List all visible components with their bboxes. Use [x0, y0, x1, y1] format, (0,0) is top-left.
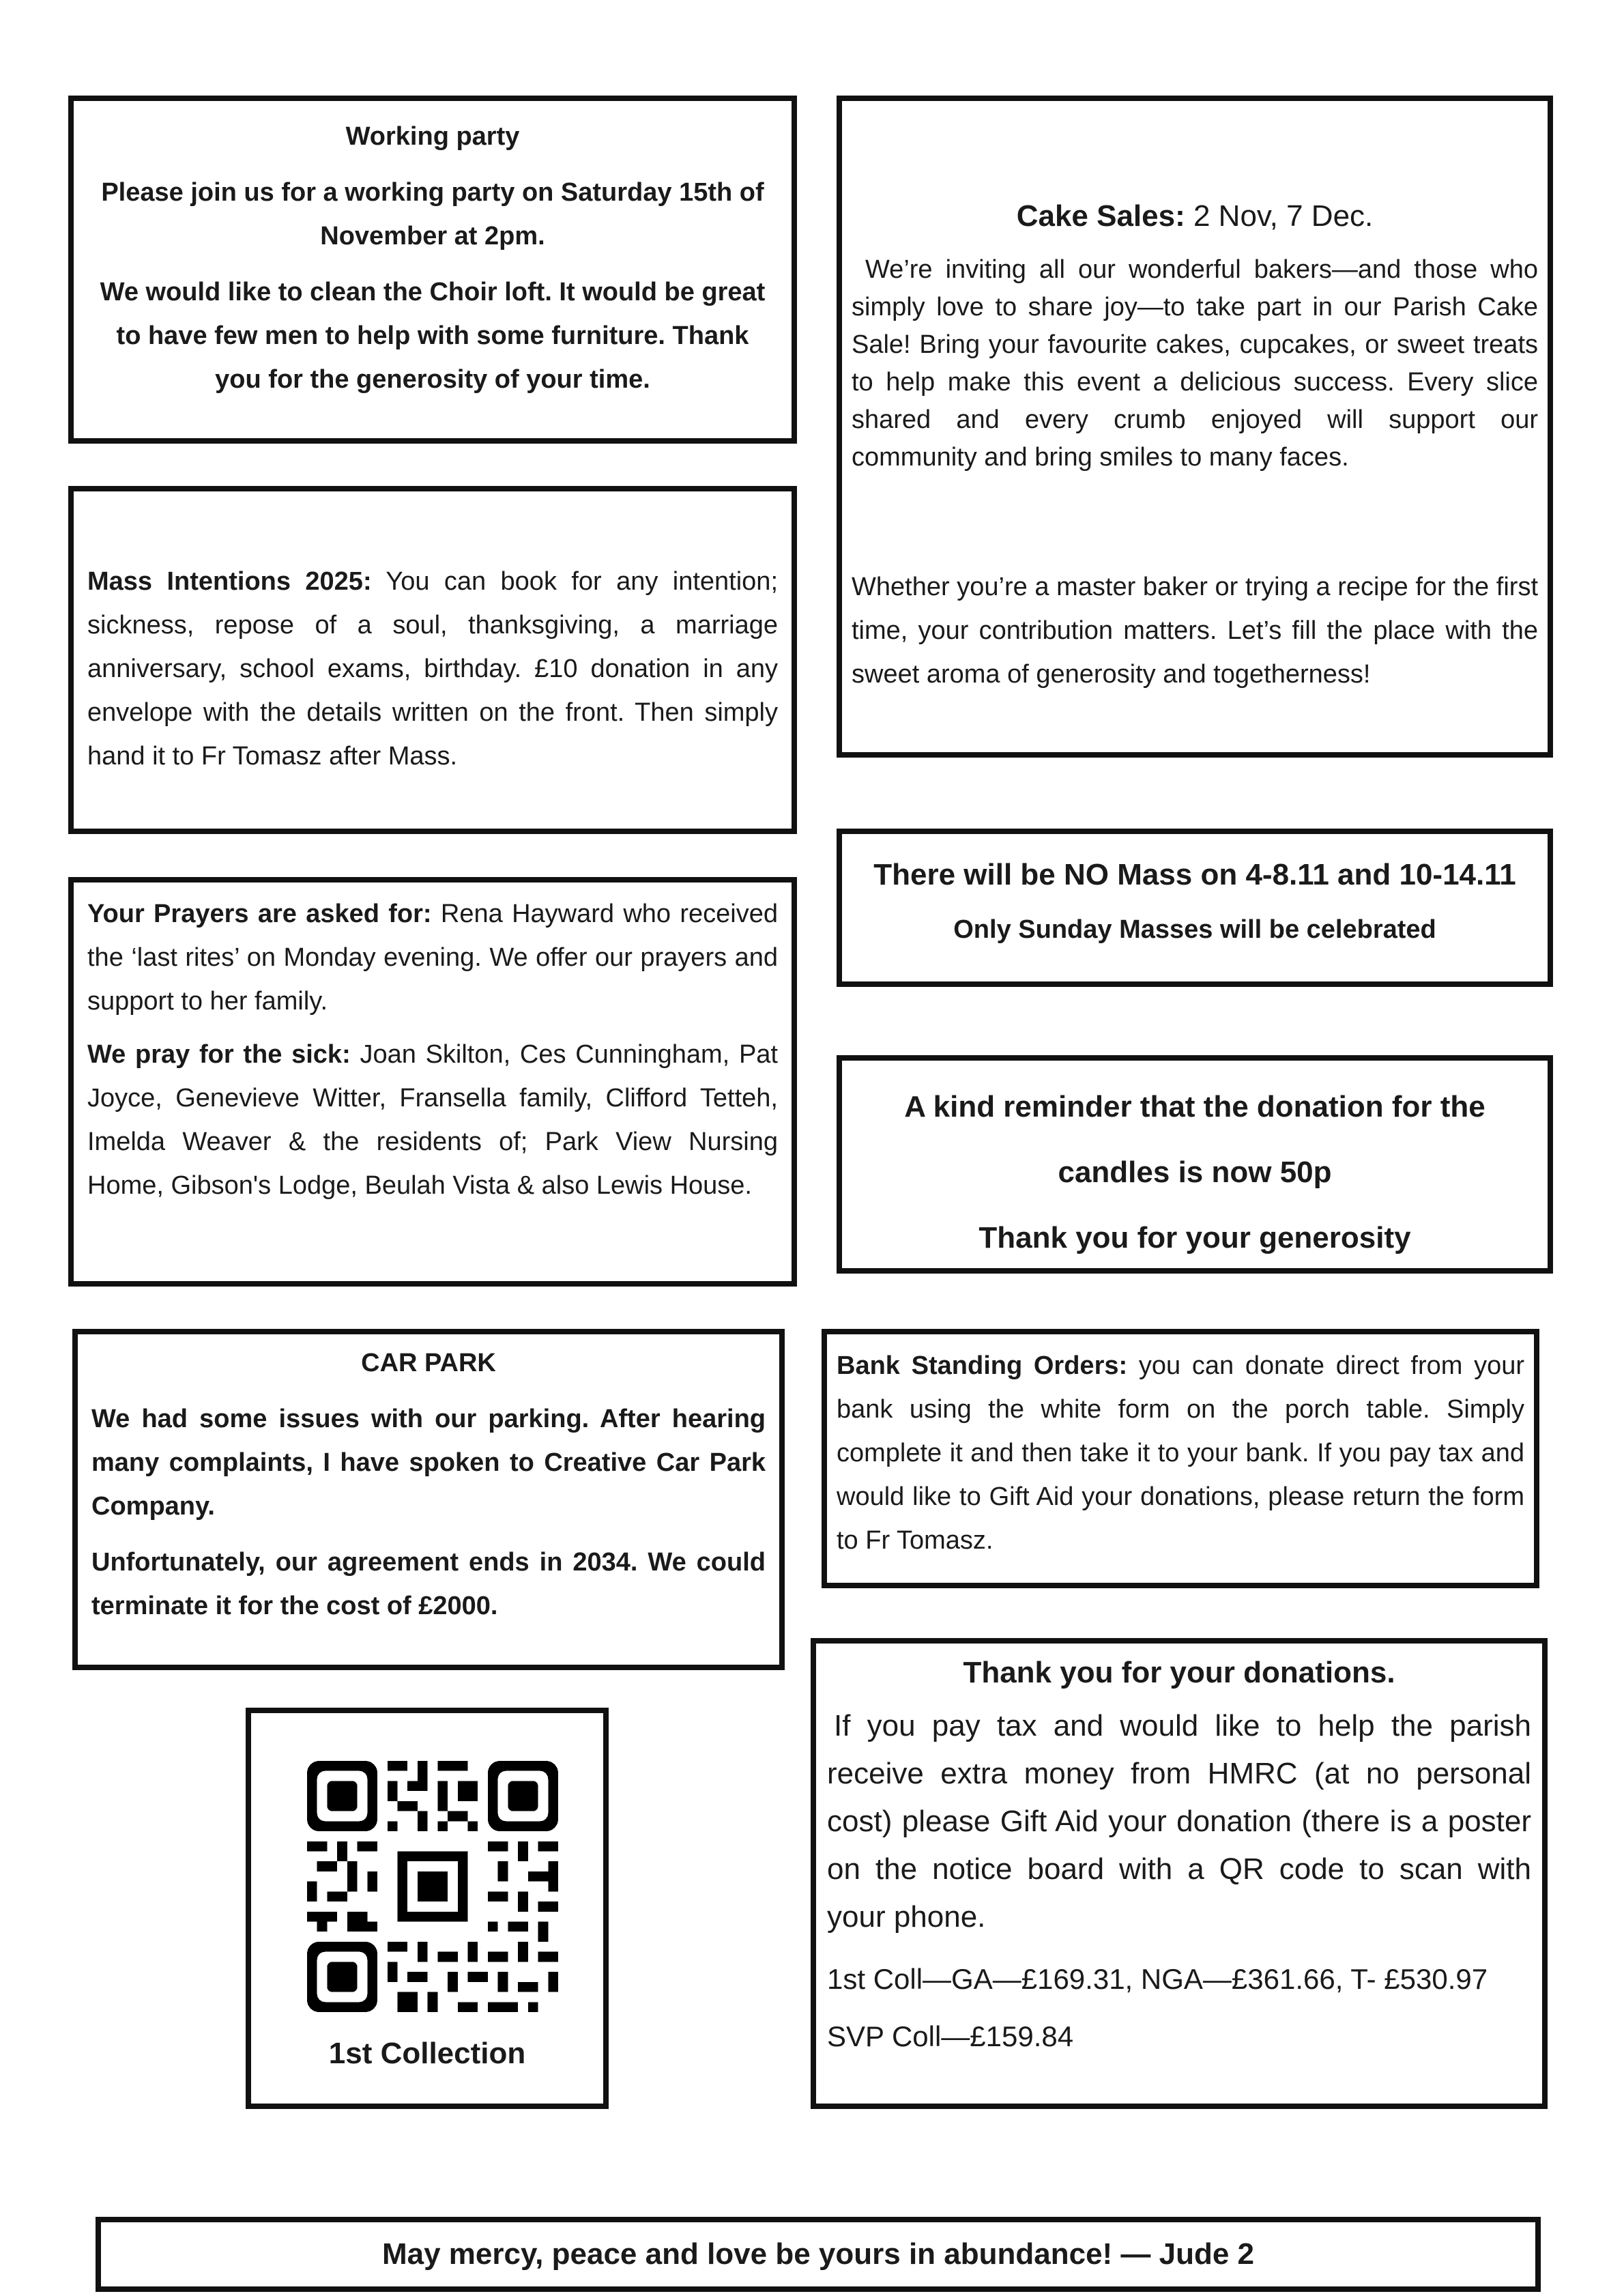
cake-sales-encouragement: Whether you’re a master baker or trying a recipe for the first time, your contribution matters. Let’s fill the place with the sweet aroma of generosity and togetherness! — [852, 573, 1538, 689]
bank-standing-orders-notice — [822, 1329, 1539, 1588]
cake-sales-title — [852, 197, 1538, 236]
working-party-title: Working party — [345, 122, 520, 151]
working-party-date: Please join us for a working party on Saturday 15th of November at 2pm. — [101, 178, 764, 250]
cake-sales-dates: 2 Nov, 7 Dec. — [1185, 199, 1374, 233]
prayers-body: Rena Hayward who received the ‘last rites’ on Monday evening. We offer our prayers and support to her family. — [87, 900, 778, 1016]
donations-notice — [811, 1638, 1548, 2109]
no-mass-notice — [837, 829, 1553, 987]
candles-line-1: A kind reminder that the donation for the — [904, 1090, 1485, 1123]
cake-sales-notice — [837, 96, 1553, 758]
sick-names: Joan Skilton, Ces Cunningham, Pat Joyce, Genevieve Witter, Fransella family, Clifford Tetteh, Imelda Weaver & the residents of; Park View Nursing Home, Gibson's Lodge, Beulah Vista & also Lewis House. — [87, 1040, 778, 1200]
working-party-details: We would like to clean the Choir loft. It would be great to have few men to help with some furniture. Thank you for the generosity of your time. — [100, 278, 766, 394]
gift-aid-text: If you pay tax and would like to help the parish receive extra money from HMRC (at no personal cost) please Gift Aid your donation (there is a poster on the notice board with a QR code to scan with your phone. — [827, 1709, 1531, 1934]
no-mass-dates: There will be NO Mass on 4-8.11 and 10-14.11 — [873, 858, 1516, 891]
footer-quote-text: May mercy, peace and love be yours in abundance! — Jude 2 — [381, 2237, 1255, 2271]
car-park-notice — [72, 1329, 785, 1670]
mass-intentions-text — [87, 560, 778, 778]
sunday-masses-note: Only Sunday Masses will be celebrated — [953, 915, 1436, 944]
qr-caption: 1st Collection — [328, 2037, 526, 2070]
qr-code-icon[interactable] — [307, 1761, 558, 2012]
cake-sales-invitation: We’re inviting all our wonderful bakers—and those who simply love to share joy—to take part in our Parish Cake Sale! Bring your favourite cakes, cupcakes, or sweet treats to help make this event a delicious success. Every slice shared and every crumb enjoyed will support our community and bring smiles to many faces. — [852, 255, 1538, 472]
mass-intentions-body: You can book for any intention; sickness, repose of a soul, thanksgiving, a marriage anniversary, school exams, birthday. £10 donation in any envelope with the details written on the front. Then simply hand it to Fr Tomasz after Mass. — [87, 567, 778, 771]
footer-quote — [96, 2217, 1541, 2292]
prayers-label: Your Prayers are asked for: — [87, 900, 432, 928]
svp-collection-total: SVP Coll—£159.84 — [827, 2020, 1074, 2052]
working-party-notice — [68, 96, 797, 444]
bank-body: you can donate direct from your bank using the white form on the porch table. Simply complete it and then take it to your bank. If you pay tax and would like to Gift Aid your donations, please return the form to Fr Tomasz. — [837, 1351, 1525, 1555]
mass-intentions-notice — [68, 486, 797, 834]
cake-sales-label: Cake Sales: — [1016, 199, 1185, 233]
qr-code-box — [246, 1708, 609, 2109]
car-park-p2: Unfortunately, our agreement ends in 2034. We could terminate it for the cost of £2000. — [91, 1548, 766, 1620]
donations-title: Thank you for your donations. — [963, 1656, 1395, 1689]
candles-line-2: candles is now 50p — [1058, 1156, 1332, 1189]
candles-line-3: Thank you for your generosity — [978, 1221, 1411, 1254]
prayers-asked-for — [87, 892, 778, 1023]
prayers-notice — [68, 877, 797, 1287]
pray-for-sick — [87, 1033, 778, 1207]
bank-text — [837, 1344, 1524, 1562]
first-collection-totals: 1st Coll—GA—£169.31, NGA—£361.66, T- £530.97 — [827, 1963, 1488, 1995]
candles-reminder — [837, 1055, 1553, 1274]
bank-label: Bank Standing Orders: — [837, 1351, 1128, 1380]
car-park-p1: We had some issues with our parking. After hearing many complaints, I have spoken to Creative Car Park Company. — [91, 1405, 766, 1521]
car-park-title: CAR PARK — [361, 1349, 496, 1377]
mass-intentions-label: Mass Intentions 2025: — [87, 567, 372, 596]
sick-label: We pray for the sick: — [87, 1040, 351, 1069]
